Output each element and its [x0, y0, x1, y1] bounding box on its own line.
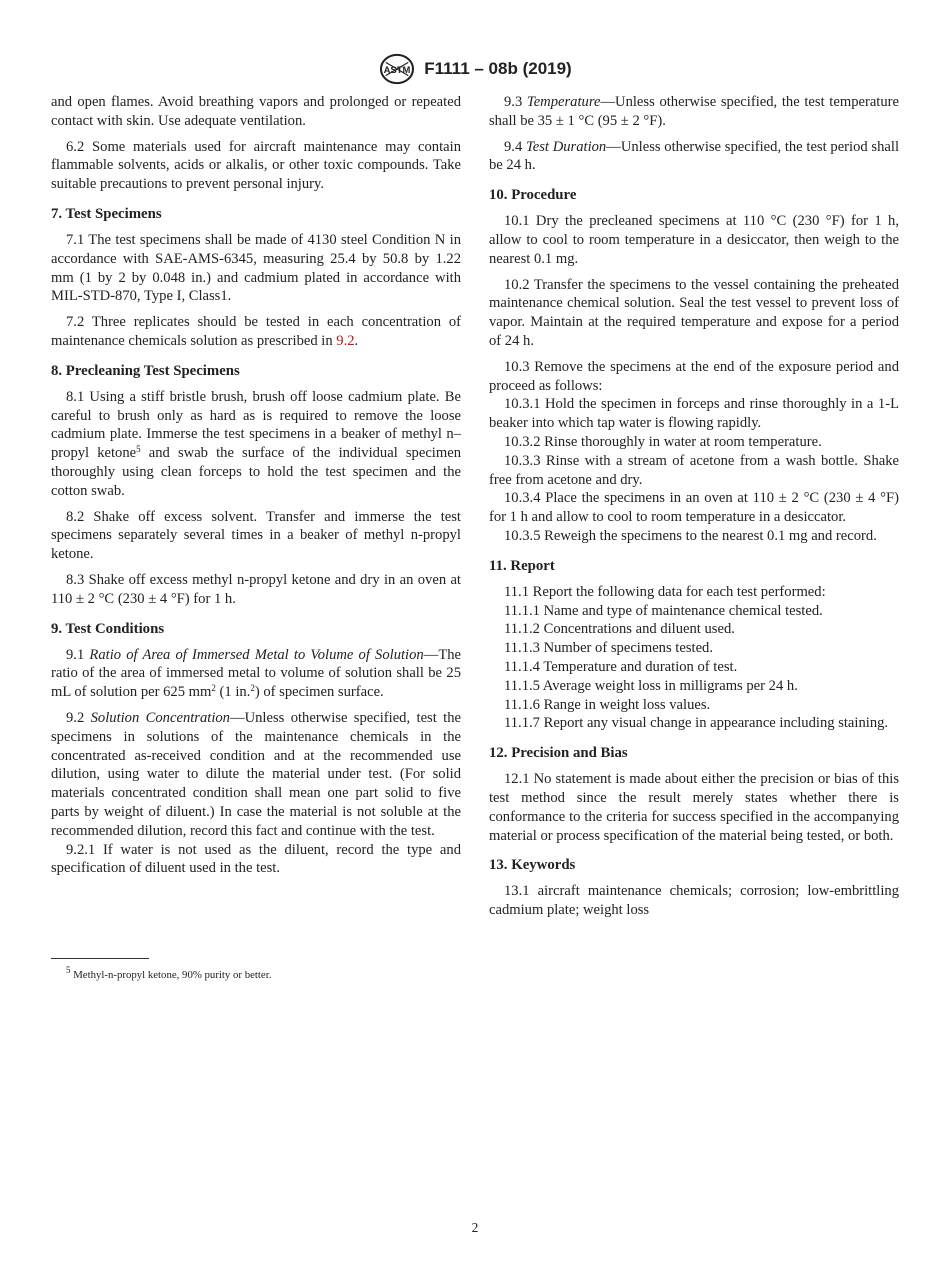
svg-text:ASTM: ASTM: [383, 63, 411, 75]
paragraph-11-1-1: 11.1.1 Name and type of maintenance chemical tested.: [504, 602, 823, 619]
cross-reference-link-9-2[interactable]: 9.2: [336, 332, 355, 349]
paragraph-13-1: 13.1 aircraft maintenance chemicals; corrosion; low-embrittling cadmium plate; weight loss: [489, 883, 899, 919]
paragraph-10-1: 10.1 Dry the precleaned specimens at 110 °C (230 °F) for 1 h, allow to cool to room temperature in a desiccator, then weigh to the nearest 0.1 mg.: [489, 213, 899, 267]
section-heading-7: 7. Test Specimens: [51, 205, 162, 222]
footnote-divider: [51, 958, 149, 959]
paragraph-7-1: 7.1 The test specimens shall be made of 4130 steel Condition N in accordance with SAE-AMS-6345, measuring 25.4 by 50.8 by 1.22 mm (1 by 2 by 0.048 in.) and cadmium plated in accordance with MIL-STD-870, Type I, Class1.: [51, 231, 461, 305]
paragraph-9-3: 9.3 Temperature—Unless otherwise specified, the test temperature shall be 35 ± 1 °C (95 ± 2 °F).: [489, 94, 899, 129]
paragraph-6-1-continued: and open flames. Avoid breathing vapors and prolonged or repeated contact with skin. Use adequate ventilation.: [51, 94, 461, 129]
section-heading-8: 8. Precleaning Test Specimens: [51, 362, 240, 379]
paragraph-8-1: 8.1 Using a stiff bristle brush, brush off loose cadmium plate. Be careful to brush only as hard as is required to remove the loose cadmium plate. Immerse the test specimens in a beaker of methyl n–propyl ketone$^5$ and swab the surface of the individual specimen thoroughly using clean forceps to hold the test specimen and the cotton swab.: [51, 388, 461, 499]
paragraph-11-1-3: 11.1.3 Number of specimens tested.: [504, 640, 713, 657]
page-header: [0, 52, 950, 86]
paragraph-6-2: 6.2 Some materials used for aircraft maintenance may contain flammable solvents, acids or alkalis, or other toxic compounds. Take suitable precautions to prevent personal injury.: [51, 138, 461, 193]
paragraph-10-3-3: 10.3.3 Rinse with a stream of acetone from a wash bottle. Shake free from acetone and dry.: [489, 452, 899, 488]
section-heading-11: 11. Report: [489, 557, 555, 574]
paragraph-9-1: 9.1 Ratio of Area of Immersed Metal to Volume of Solution—The ratio of the area of immersed metal to volume of solution shall be 25 mL of solution per 625 $mm^2$ (1 in.$^2$) of specimen surface.: [51, 646, 462, 701]
paragraph-9-4: 9.4 Test Duration—Unless otherwise specified, the test period shall be 24 h.: [489, 138, 899, 174]
paragraph-11-1-6: 11.1.6 Range in weight loss values.: [504, 696, 711, 713]
astm-logo-icon: [378, 53, 416, 85]
paragraph-9-2-1: 9.2.1 If water is not used as the diluent, record the type and specification of diluent used in the test.: [51, 841, 461, 877]
footnote-5: $^5$ Methyl-n-propyl ketone, 90% purity or better.: [66, 965, 272, 981]
paragraph-10-3-4: 10.3.4 Place the specimens in an oven at 110 ± 2 °C (230 ± 4 °F) for 1 h and allow to cool to room temperature in a desiccator.: [489, 490, 899, 526]
section-heading-12: 12. Precision and Bias: [489, 745, 628, 762]
paragraph-8-3: 8.3 Shake off excess methyl n-propyl ketone and dry in an oven at 110 ± 2 °C (230 ± 4 °F) for 1 h.: [51, 571, 461, 607]
paragraph-10-3-5: 10.3.5 Reweigh the specimens to the nearest 0.1 mg and record.: [504, 527, 877, 544]
paragraph-11-1-5: 11.1.5 Average weight loss in milligrams per 24 h.: [504, 677, 798, 694]
footnote-marker-5[interactable]: 5: [136, 444, 141, 455]
left-column: [51, 93, 461, 885]
paragraph-10-2: 10.2 Transfer the specimens to the vessel containing the preheated maintenance chemical solution. Seal the test vessel to prevent loss of vapor. Maintain at the required temperature and expose for a period of 24 h.: [489, 276, 899, 349]
paragraph-11-1-7: 11.1.7 Report any visual change in appearance including staining.: [504, 715, 889, 732]
paragraph-11-1-2: 11.1.2 Concentrations and diluent used.: [504, 621, 735, 638]
paragraph-8-2: 8.2 Shake off excess solvent. Transfer and immerse the test specimens separately several times in a beaker of methyl n-propyl ketone.: [51, 508, 461, 563]
document-designation: F1111 – 08b (2019): [424, 59, 572, 78]
paragraph-10-3: 10.3 Remove the specimens at the end of the exposure period and proceed as follows:: [489, 358, 899, 394]
paragraph-9-2: 9.2 Solution Concentration—Unless otherwise specified, test the specimens in solutions of the maintenance chemicals in the concentrated as-received condition and at the recommended use dilution, using water to dilute the material under test. (For solid materials concentrated condition shall mean one part solid to five parts by weight of diluent.) In case the material is not soluble at the recommended dilution, record this fact and continue with the test.: [51, 709, 461, 839]
page-number: 2: [471, 1220, 479, 1235]
paragraph-12-1: 12.1 No statement is made about either the precision or bias of this test method since the result merely states whether there is conformance to the criteria for success specified in the accompanying material or process specification of the material being tested, or both.: [489, 771, 899, 844]
paragraph-10-3-1: 10.3.1 Hold the specimen in forceps and rinse thoroughly in a 1-L beaker into which tap water is flowing rapidly.: [489, 396, 899, 432]
paragraph-11-1: 11.1 Report the following data for each test performed:: [504, 583, 826, 600]
section-heading-10: 10. Procedure: [489, 187, 577, 204]
paragraph-10-3-2: 10.3.2 Rinse thoroughly in water at room temperature.: [504, 433, 822, 450]
section-heading-9: 9. Test Conditions: [51, 620, 165, 637]
right-column: [489, 93, 899, 927]
paragraph-11-1-4: 11.1.4 Temperature and duration of test.: [504, 658, 738, 675]
section-heading-13: 13. Keywords: [489, 857, 576, 874]
paragraph-7-2: 7.2 Three replicates should be tested in each concentration of maintenance chemicals solution as prescribed in 9.2.: [51, 314, 461, 349]
